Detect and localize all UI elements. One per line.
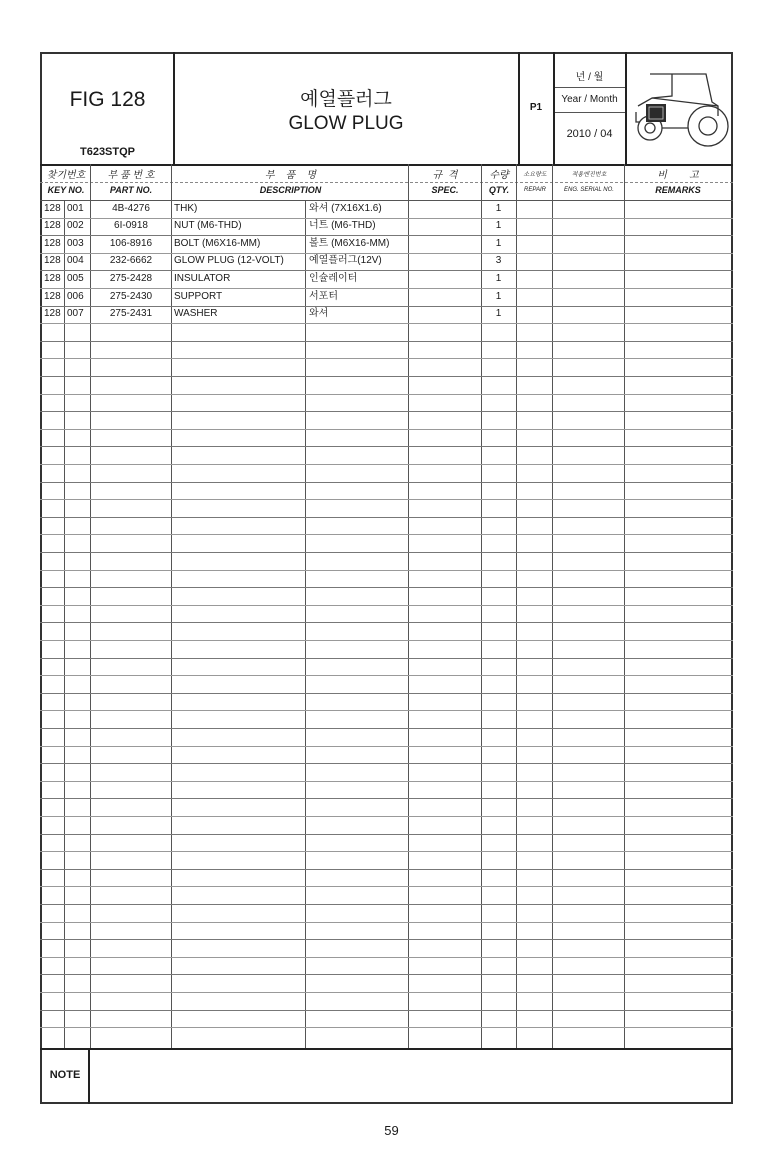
part-number-cell: 232-6662 xyxy=(109,255,153,266)
qty-cell: 1 xyxy=(495,203,502,214)
grid-row-line xyxy=(40,270,733,271)
grid-row-line xyxy=(40,746,733,747)
qty-cell: 1 xyxy=(495,308,502,319)
fig-cell: 128 xyxy=(44,308,61,319)
date-right-line xyxy=(625,52,627,164)
col-desc-en: DESCRIPTION xyxy=(259,185,322,195)
part-number-cell: 275-2428 xyxy=(109,273,153,284)
col-repair-en: REPAIR xyxy=(524,187,546,193)
qty-cell: 1 xyxy=(495,273,502,284)
description-en-cell: WASHER xyxy=(174,308,218,319)
grid-row-line xyxy=(40,781,733,782)
grid-row-line xyxy=(40,816,733,817)
part-number-cell: 6I-0918 xyxy=(114,220,148,231)
part-number-cell: 275-2431 xyxy=(109,308,153,319)
col-eng-kr: 적용엔진번호 xyxy=(571,172,607,178)
col-spec-kr: 규 격 xyxy=(432,170,458,181)
page-number: 59 xyxy=(384,1123,399,1138)
grid-row-line xyxy=(40,411,733,412)
grid-row-line xyxy=(40,904,733,905)
grid-row-line xyxy=(40,992,733,993)
grid-row-line xyxy=(40,622,733,623)
grid-row-line xyxy=(40,974,733,975)
part-number-cell: 4B-4276 xyxy=(112,203,150,214)
description-kr-cell: 예열플러그(12V) xyxy=(309,255,382,266)
qty-cell: 1 xyxy=(495,220,502,231)
description-kr-cell: 너트 (M6-THD) xyxy=(309,220,376,231)
grid-row-line xyxy=(40,710,733,711)
description-en-cell: GLOW PLUG (12-VOLT) xyxy=(174,255,284,266)
grid-row-line xyxy=(40,605,733,606)
grid-row-line xyxy=(40,394,733,395)
date-line-1 xyxy=(553,87,625,88)
qty-cell: 3 xyxy=(495,255,502,266)
description-kr-cell: 볼트 (M6X16-MM) xyxy=(309,238,390,249)
column-header-bottom-line xyxy=(40,200,733,201)
grid-row-line xyxy=(40,640,733,641)
col-qty-kr: 수량 xyxy=(489,170,509,181)
col-desc-kr: 부 품 명 xyxy=(264,170,317,181)
part-number-cell: 275-2430 xyxy=(109,291,153,302)
note-top-line xyxy=(40,1048,733,1050)
key-cell: 002 xyxy=(67,220,84,231)
grid-row-line xyxy=(40,798,733,799)
grid-row-line xyxy=(40,570,733,571)
grid-row-line xyxy=(40,517,733,518)
description-kr-cell: 서포터 xyxy=(309,291,338,302)
col-key-kr: 찾기번호 xyxy=(46,170,86,181)
grid-row-line xyxy=(40,851,733,852)
grid-row-line xyxy=(40,446,733,447)
grid-row-line xyxy=(40,288,733,289)
fig-cell: 128 xyxy=(44,255,61,266)
col-qty-en: QTY. xyxy=(488,185,510,195)
fig-cell: 128 xyxy=(44,220,61,231)
grid-row-line xyxy=(40,482,733,483)
grid-row-line xyxy=(40,1010,733,1011)
grid-row-line xyxy=(40,464,733,465)
col-line-desc-split xyxy=(305,200,306,1048)
grid-row-line xyxy=(40,957,733,958)
description-en-cell: THK) xyxy=(174,203,198,214)
grid-row-line xyxy=(40,834,733,835)
grid-row-line xyxy=(40,499,733,500)
grid-row-line xyxy=(40,341,733,342)
grid-row-line xyxy=(40,693,733,694)
description-en-cell: INSULATOR xyxy=(174,273,231,284)
col-repair-kr: 소요량도 xyxy=(523,172,547,178)
grid-row-line xyxy=(40,939,733,940)
grid-row-line xyxy=(40,376,733,377)
grid-row-line xyxy=(40,675,733,676)
date-line-2 xyxy=(553,112,625,113)
grid-row-line xyxy=(40,869,733,870)
description-en-cell: SUPPORT xyxy=(174,291,223,302)
page-code: P1 xyxy=(529,102,543,113)
col-key-en: KEY NO. xyxy=(47,185,85,195)
description-kr-cell: 와셔 (7X16X1.6) xyxy=(309,203,382,214)
column-header-mid-line xyxy=(40,182,733,183)
qty-cell: 1 xyxy=(495,291,502,302)
grid-row-line xyxy=(40,429,733,430)
model-code: T623STQP xyxy=(79,146,136,158)
col-eng-en: ENG. SERIAL NO. xyxy=(564,187,614,193)
grid-row-line xyxy=(40,587,733,588)
grid-row-line xyxy=(40,1027,733,1028)
grid-row-line xyxy=(40,763,733,764)
date-label-korean: 년 / 월 xyxy=(575,72,604,83)
date-label-english: Year / Month xyxy=(561,94,618,105)
note-label: NOTE xyxy=(49,1069,81,1081)
grid-row-line xyxy=(40,235,733,236)
title-english: GLOW PLUG xyxy=(288,113,404,134)
col-line-part xyxy=(171,164,172,1048)
fig-cell: 128 xyxy=(44,273,61,284)
qty-cell: 1 xyxy=(495,238,502,249)
description-en-cell: NUT (M6-THD) xyxy=(174,220,242,231)
grid-row-line xyxy=(40,358,733,359)
grid-row-line xyxy=(40,886,733,887)
grid-row-line xyxy=(40,534,733,535)
fig-cell: 128 xyxy=(44,203,61,214)
key-cell: 003 xyxy=(67,238,84,249)
title-korean: 예열플러그 xyxy=(300,89,392,110)
date-value: 2010 / 04 xyxy=(566,128,613,140)
col-part-en: PART NO. xyxy=(109,185,153,195)
col-part-kr: 부 품 번 호 xyxy=(107,170,155,181)
part-number-cell: 106-8916 xyxy=(109,238,153,249)
description-en-cell: BOLT (M6X16-MM) xyxy=(174,238,261,249)
fig-cell: 128 xyxy=(44,291,61,302)
col-line-eng xyxy=(624,164,625,1048)
key-cell: 006 xyxy=(67,291,84,302)
key-cell: 001 xyxy=(67,203,84,214)
key-cell: 005 xyxy=(67,273,84,284)
col-line-repair xyxy=(552,164,553,1048)
tractor-icon xyxy=(632,62,730,154)
col-remarks-en: REMARKS xyxy=(655,185,701,195)
description-kr-cell: 인슐레이터 xyxy=(309,273,358,284)
col-line-desc xyxy=(408,164,409,1048)
fig-number: FIG 128 xyxy=(69,88,146,111)
note-divider xyxy=(88,1048,90,1104)
grid-row-line xyxy=(40,658,733,659)
key-cell: 004 xyxy=(67,255,84,266)
fig-cell: 128 xyxy=(44,238,61,249)
col-line-qty xyxy=(516,164,517,1048)
grid-row-line xyxy=(40,552,733,553)
description-kr-cell: 와셔 xyxy=(309,308,329,319)
grid-row-line xyxy=(40,922,733,923)
col-spec-en: SPEC. xyxy=(431,185,459,195)
col-remarks-kr: 비 고 xyxy=(657,170,699,181)
grid-row-line xyxy=(40,728,733,729)
col-line-fig xyxy=(64,200,65,1048)
grid-row-line xyxy=(40,323,733,324)
key-cell: 007 xyxy=(67,308,84,319)
